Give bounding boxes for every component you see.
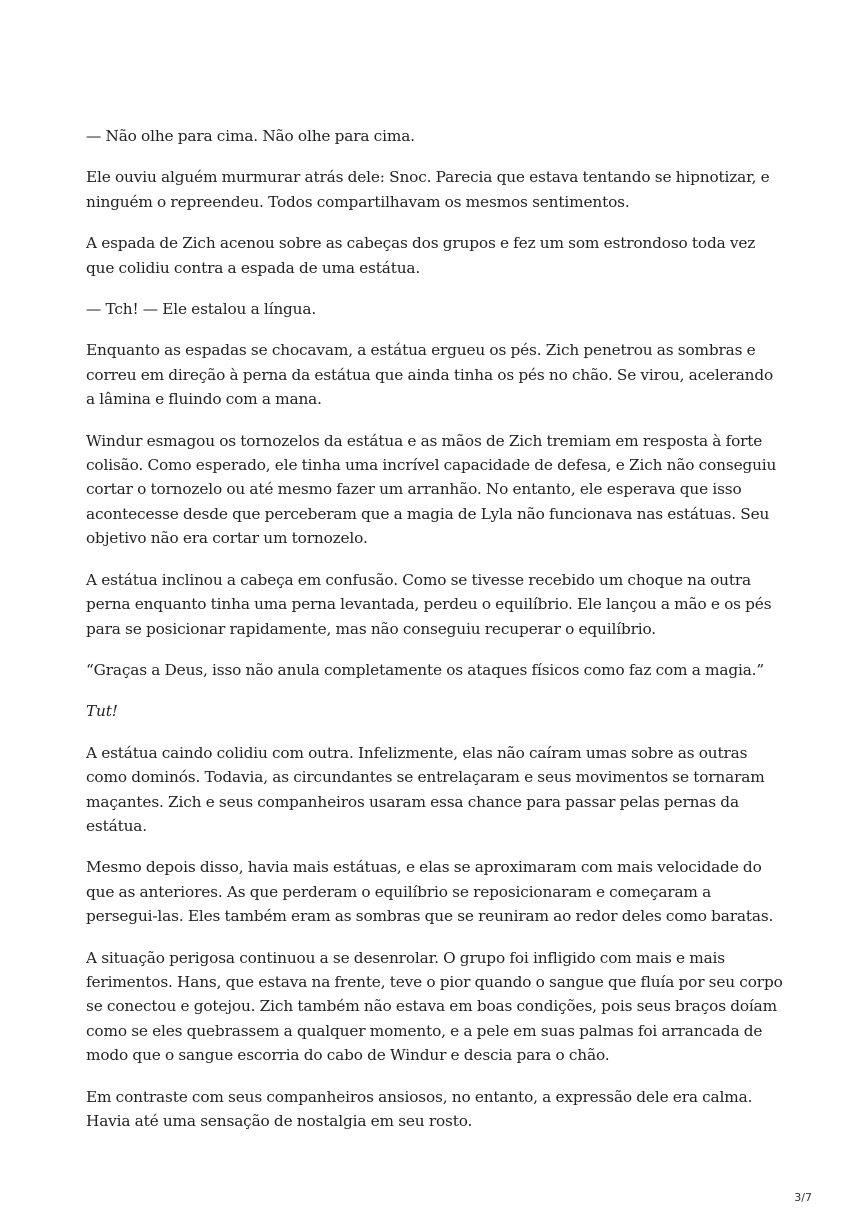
paragraph: — Tch! — Ele estalou a língua. [86,300,317,319]
paragraph-italic: Tut! [86,702,118,721]
paragraph: Em contraste com seus companheiros ansiosos, no entanto, a expressão dele era calma. Havia até uma sensação de nostalgia em seu rosto. [86,1087,753,1130]
paragraph: Windur esmagou os tornozelos da estátua e as mãos de Zich tremiam em resposta à forte colisão. Como esperado, ele tinha uma incrível capacidade de defesa, e Zich não conseguiu cortar o tornozelo ou até mesmo fazer um arranhão. No entanto, ele esperava que isso acontecesse desde que perceberam que a magia de Lyla não funcionava nas estátuas. Seu objetivo não era cortar um tornozelo. [86,431,777,548]
paragraph: A estátua caindo colidiu com outra. Infelizmente, elas não caíram umas sobre as outras como dominós. Todavia, as circundantes se entrelaçaram e seus movimentos se tornaram maçantes. Zich e seus companheiros usaram essa chance para passar pelas pernas da estátua. [86,743,765,835]
paragraph: Ele ouviu alguém murmurar atrás dele: Snoc. Parecia que estava tentando se hipnotizar, e ninguém o repreendeu. Todos compartilhavam os mesmos sentimentos. [86,168,770,211]
paragraph: A espada de Zich acenou sobre as cabeças dos grupos e fez um som estrondoso toda vez que colidiu contra a espada de uma estátua. [86,234,756,277]
paragraph: A estátua inclinou a cabeça em confusão. Como se tivesse recebido um choque na outra perna enquanto tinha uma perna levantada, perdeu o equilíbrio. Ele lançou a mão e os pés para se posicionar rapidamente, mas não conseguiu recuperar o equilíbrio. [86,570,772,638]
paragraph: Mesmo depois disso, havia mais estátuas, e elas se aproximaram com mais velocidade do que as anteriores. As que perderam o equilíbrio se reposicionaram e começaram a persegui-las. Eles também eram as sombras que se reuniram ao redor deles como baratas. [86,858,774,926]
paragraph: “Graças a Deus, isso não anula completamente os ataques físicos como faz com a magia.” [86,660,765,679]
paragraph: Enquanto as espadas se chocavam, a estátua ergueu os pés. Zich penetrou as sombras e correu em direção à perna da estátua que ainda tinha os pés no chão. Se virou, acelerando a lâmina e fluindo com a mana. [86,341,774,409]
page-number: 3/7 [794,1191,812,1204]
paragraph: A situação perigosa continuou a se desenrolar. O grupo foi infligido com mais e mais ferimentos. Hans, que estava na frente, teve o pior quando o sangue que fluía por seu corpo se conectou e gotejou. Zich também não estava em boas condições, pois seus braços doíam como se eles quebrassem a qualquer momento, e a pele em suas palmas foi arrancada de modo que o sangue escorria do cabo de Windur e descia para o chão. [86,948,783,1065]
paragraph: — Não olhe para cima. Não olhe para cima. [86,127,415,145]
page-content [86,124,786,1150]
